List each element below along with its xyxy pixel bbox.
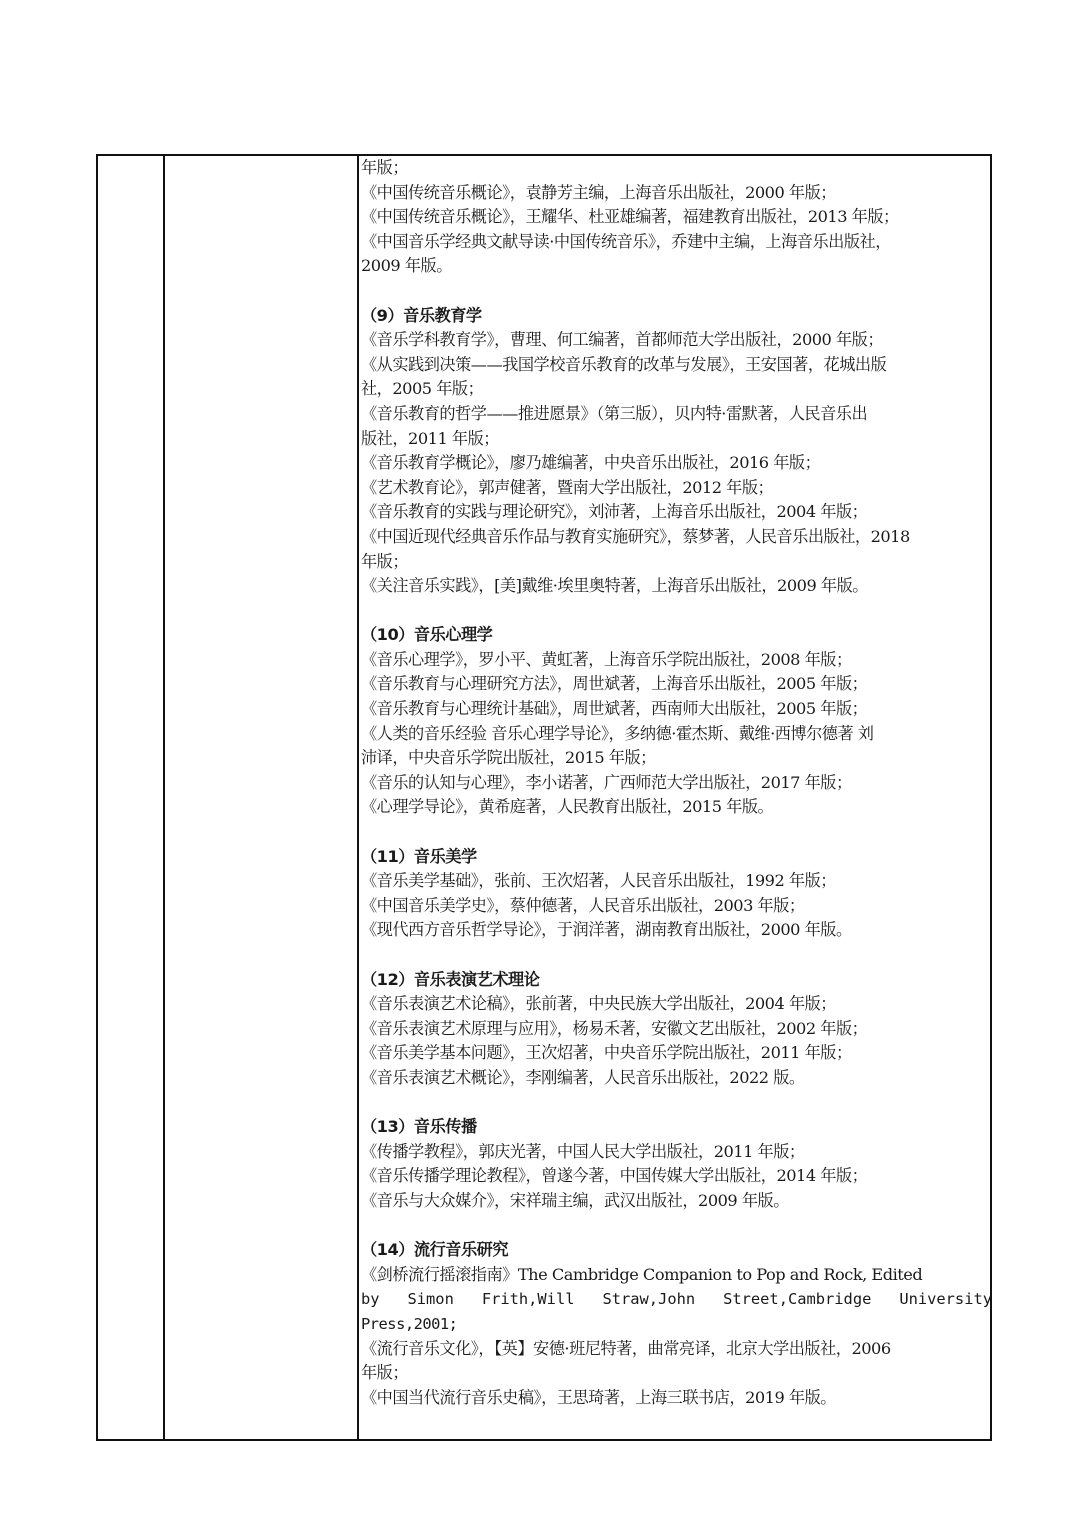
- reference-line: 《中国传统音乐概论》，王耀华、杜亚雄编著，福建教育出版社，2013 年版；: [361, 207, 899, 227]
- section-heading: （11）音乐美学: [361, 846, 477, 866]
- section-spacer: [361, 1091, 992, 1116]
- reading-list-table: [96, 154, 992, 1441]
- reference-line: by Simon Frith,Will Straw,John Street,Cambridge University: [361, 1290, 992, 1309]
- reference-line: 《音乐与大众媒介》，宋祥瑞主编，武汉出版社，2009 年版。: [361, 1190, 789, 1210]
- reference-line: 《传播学教程》，郭庆光著，中国人民大学出版社，2011 年版；: [361, 1141, 805, 1161]
- reference-line: 《流行音乐文化》，【英】安德·班尼特著，曲常亮译，北京大学出版社，2006: [361, 1338, 891, 1358]
- reference-line: 《中国音乐美学史》，蔡仲德著，人民音乐出版社，2003 年版；: [361, 895, 805, 915]
- reference-line: 社，2005 年版；: [361, 379, 484, 399]
- section-heading: （12）音乐表演艺术理论: [361, 969, 540, 989]
- section-heading: （14）流行音乐研究: [361, 1240, 509, 1260]
- reference-line: Press,2001;: [361, 1314, 458, 1333]
- reference-line: 《中国音乐学经典文献导读·中国传统音乐》，乔建中主编，上海音乐出版社，: [361, 231, 891, 251]
- reference-line: 《音乐教育的实践与理论研究》，刘沛著，上海音乐出版社，2004 年版；: [361, 502, 868, 522]
- reference-line: 《从实践到决策——我国学校音乐教育的改革与发展》，王安国著，花城出版: [361, 354, 887, 374]
- reference-line: 《中国近现代经典音乐作品与教育实施研究》，蔡梦著，人民音乐出版社，2018: [361, 526, 910, 546]
- section-heading: （10）音乐心理学: [361, 625, 493, 645]
- reference-line: 《音乐教育学概论》，廖乃雄编著，中央音乐出版社，2016 年版；: [361, 453, 821, 473]
- table-column-divider: [163, 156, 165, 1439]
- reference-line: 《心理学导论》，黄希庭著，人民教育出版社，2015 年版。: [361, 797, 774, 817]
- section-spacer: [361, 820, 992, 845]
- reference-line: 《音乐传播学理论教程》，曾遂今著，中国传媒大学出版社，2014 年版；: [361, 1166, 868, 1186]
- reference-line: 《音乐教育与心理统计基础》，周世斌著，西南师大出版社，2005 年版；: [361, 699, 868, 719]
- section-spacer: [361, 943, 992, 968]
- section-spacer: [361, 1214, 992, 1239]
- reference-line: 版社，2011 年版；: [361, 428, 499, 448]
- section-heading: （9）音乐教育学: [361, 305, 482, 325]
- section-spacer: [361, 599, 992, 624]
- reference-line: 《音乐表演艺术概论》，李刚编著，人民音乐出版社，2022 版。: [361, 1067, 805, 1087]
- section-spacer: [361, 279, 992, 304]
- reference-line: 《音乐心理学》，罗小平、黄虹著，上海音乐学院出版社，2008 年版；: [361, 649, 852, 669]
- reference-line: 年版；: [361, 551, 409, 571]
- reference-line: 沛译，中央音乐学院出版社，2015 年版；: [361, 748, 656, 768]
- reference-line: 年版；: [361, 158, 409, 177]
- reference-line: 《音乐美学基础》，张前、王次炤著，人民音乐出版社，1992 年版；: [361, 871, 836, 891]
- reference-line: 《艺术教育论》，郭声健著，暨南大学出版社，2012 年版；: [361, 477, 774, 497]
- reference-line: 《现代西方音乐哲学导论》，于润洋著，湖南教育出版社，2000 年版。: [361, 920, 852, 940]
- reference-line: 《音乐美学基本问题》，王次炤著，中央音乐学院出版社，2011 年版；: [361, 1043, 852, 1063]
- reference-line: 《剑桥流行摇滚指南》The Cambridge Companion to Pop and Rock, Edited: [361, 1264, 923, 1284]
- reference-line: 2009 年版。: [361, 256, 452, 276]
- reference-line: 《音乐教育的哲学——推进愿景》（第三版），贝内特·雷默著，人民音乐出: [361, 403, 868, 423]
- section-heading: （13）音乐传播: [361, 1117, 477, 1137]
- reading-list-cell: [361, 156, 992, 1410]
- reference-line: 《音乐教育与心理研究方法》，周世斌著，上海音乐出版社，2005 年版；: [361, 674, 868, 694]
- reference-line: 《音乐表演艺术论稿》，张前著，中央民族大学出版社，2004 年版；: [361, 994, 836, 1014]
- reference-line: 《音乐的认知与心理》，李小诺著，广西师范大学出版社，2017 年版；: [361, 772, 852, 792]
- table-column-divider: [357, 156, 359, 1439]
- reference-line: 《关注音乐实践》，[美]戴维·埃里奥特著，上海音乐出版社，2009 年版。: [361, 576, 868, 596]
- reference-line: 《中国传统音乐概论》，袁静芳主编，上海音乐出版社，2000 年版；: [361, 182, 836, 202]
- reference-line: 《音乐学科教育学》，曹理、何工编著，首都师范大学出版社，2000 年版；: [361, 330, 884, 350]
- reference-line: 《人类的音乐经验 音乐心理学导论》，多纳德·霍杰斯、戴维·西博尔德著 刘: [361, 723, 874, 743]
- reference-line: 年版；: [361, 1363, 409, 1383]
- reference-line: 《音乐表演艺术原理与应用》，杨易禾著，安徽文艺出版社，2002 年版；: [361, 1018, 868, 1038]
- reference-line: 《中国当代流行音乐史稿》，王思琦著，上海三联书店，2019 年版。: [361, 1387, 836, 1407]
